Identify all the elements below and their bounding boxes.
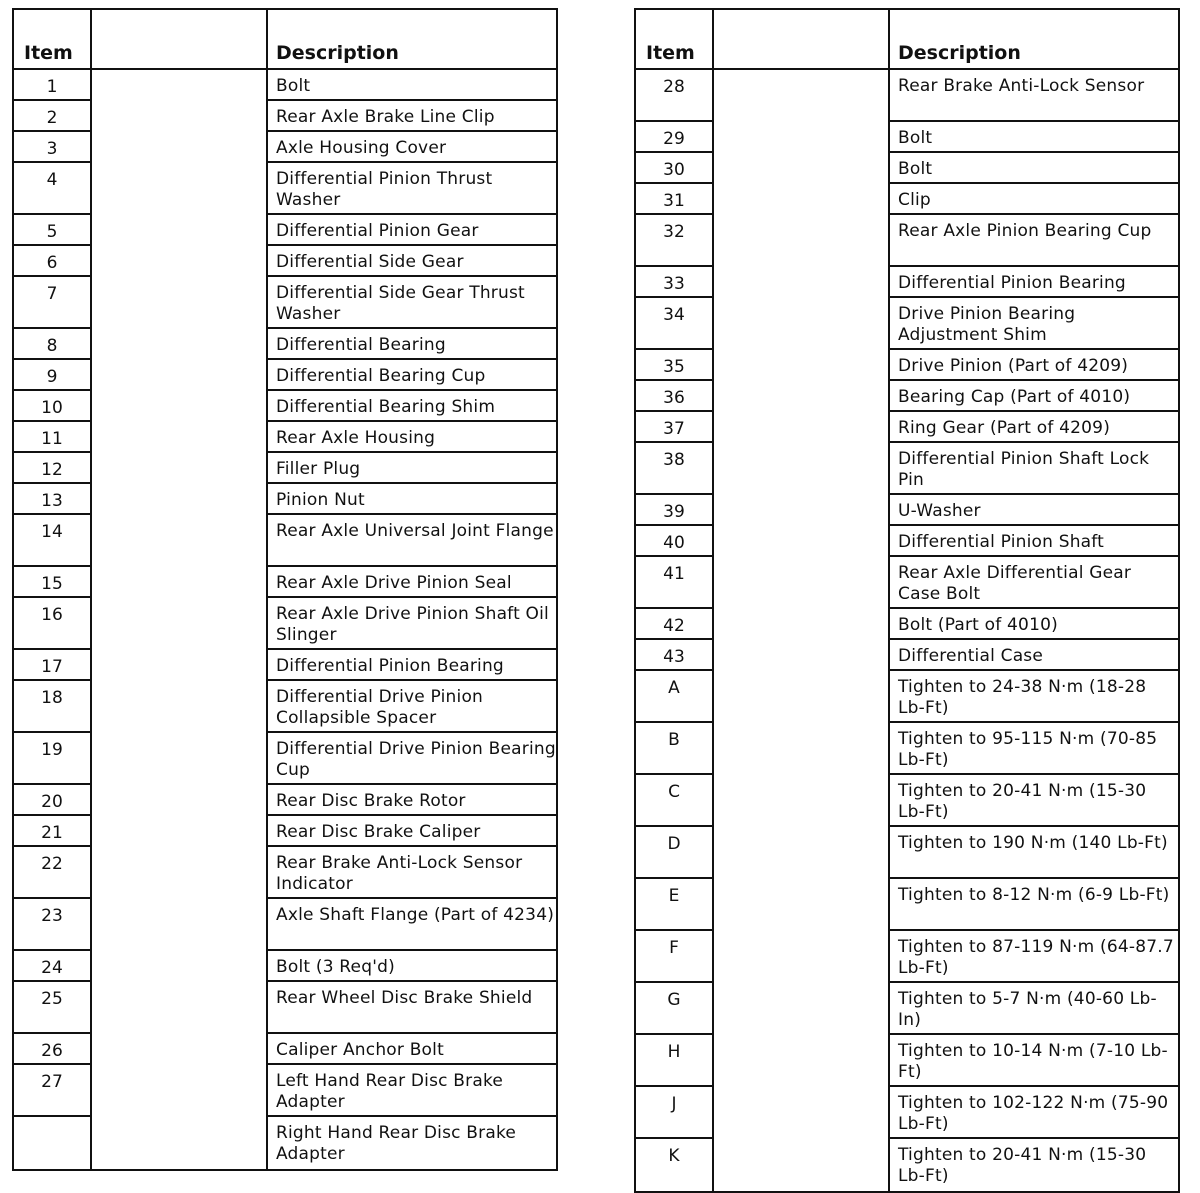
- item-number: 19: [14, 733, 90, 785]
- item-description: Differential Bearing Cup: [268, 360, 556, 391]
- table-row: [636, 609, 1178, 640]
- table-row: [14, 733, 556, 785]
- item-number: 25: [14, 982, 90, 1034]
- item-number: 23: [14, 899, 90, 951]
- item-number: 21: [14, 816, 90, 847]
- table-row: [14, 246, 556, 277]
- item-number: 34: [636, 298, 712, 350]
- table-row: [636, 723, 1178, 775]
- table-row: [636, 267, 1178, 298]
- item-description: Tighten to 24-38 N·m (18-28 Lb-Ft): [890, 671, 1178, 723]
- table-row: [636, 1139, 1178, 1191]
- item-description: Caliper Anchor Bolt: [268, 1034, 556, 1065]
- item-description: Rear Brake Anti-Lock Sensor: [890, 70, 1178, 122]
- item-description: Differential Pinion Bearing: [890, 267, 1178, 298]
- item-number: H: [636, 1035, 712, 1087]
- item-number: 4: [14, 163, 90, 215]
- table-row: [636, 1035, 1178, 1087]
- item-number: 3: [14, 132, 90, 163]
- item-description: Tighten to 95-115 N·m (70-85 Lb-Ft): [890, 723, 1178, 775]
- item-number: 13: [14, 484, 90, 515]
- table-row: [636, 412, 1178, 443]
- item-number: 42: [636, 609, 712, 640]
- item-number: 11: [14, 422, 90, 453]
- item-description: Differential Pinion Shaft: [890, 526, 1178, 557]
- item-description: Tighten to 20-41 N·m (15-30 Lb-Ft): [898, 1145, 1147, 1186]
- item-description: Bolt (Part of 4010): [890, 609, 1178, 640]
- item-number: B: [636, 723, 712, 775]
- table-row: [14, 1065, 556, 1117]
- item-description: Differential Bearing Shim: [268, 391, 556, 422]
- item-description: Rear Axle Brake Line Clip: [268, 101, 556, 132]
- item-number: 26: [14, 1034, 90, 1065]
- table-row: [14, 899, 556, 951]
- item-description: Rear Wheel Disc Brake Shield: [268, 982, 556, 1034]
- table-row: [636, 557, 1178, 609]
- item-description: Rear Brake Anti-Lock Sensor Indicator: [268, 847, 556, 899]
- item-number: 40: [636, 526, 712, 557]
- item-description: Tighten to 87-119 N·m (64-87.7 Lb-Ft): [890, 931, 1178, 983]
- item-description: Rear Axle Housing: [268, 422, 556, 453]
- item-description: Differential Side Gear: [268, 246, 556, 277]
- item-description: Clip: [890, 184, 1178, 215]
- table-row: [636, 1087, 1178, 1139]
- item-number: 8: [14, 329, 90, 360]
- item-number: 17: [14, 650, 90, 681]
- table-row: [14, 785, 556, 816]
- table-row: [14, 847, 556, 899]
- item-description: Pinion Nut: [268, 484, 556, 515]
- table-row: [14, 360, 556, 391]
- table-row: [636, 879, 1178, 931]
- item-description: Tighten to 8-12 N·m (6-9 Lb-Ft): [890, 879, 1178, 931]
- item-description: Rear Axle Drive Pinion Seal: [268, 567, 556, 598]
- item-number: 18: [14, 681, 90, 733]
- table-row: [14, 816, 556, 847]
- table-row: [636, 640, 1178, 671]
- table-row: [14, 951, 556, 982]
- table-row: [14, 163, 556, 215]
- item-number: 5: [14, 215, 90, 246]
- table-row: [636, 671, 1178, 723]
- table-row: [636, 184, 1178, 215]
- table-row: [14, 101, 556, 132]
- item-number: 37: [636, 412, 712, 443]
- item-number: 14: [14, 515, 90, 567]
- item-description: Differential Side Gear Thrust Washer: [268, 277, 556, 329]
- item-number: 32: [636, 215, 712, 267]
- table-row: [636, 298, 1178, 350]
- item-header: Item: [24, 42, 73, 64]
- item-description: Rear Axle Drive Pinion Shaft Oil Slinger: [268, 598, 556, 650]
- item-description: Axle Housing Cover: [268, 132, 556, 163]
- item-description: Differential Drive Pinion Collapsible Spacer: [268, 681, 556, 733]
- table-row: [14, 453, 556, 484]
- item-description: Rear Axle Universal Joint Flange: [268, 515, 556, 567]
- item-number: E: [636, 879, 712, 931]
- item-number: A: [636, 671, 712, 723]
- item-description: Differential Pinion Bearing: [268, 650, 556, 681]
- item-number: 6: [14, 246, 90, 277]
- item-description: Tighten to 20-41 N·m (15-30 Lb-Ft): [890, 775, 1178, 827]
- table-row: [636, 775, 1178, 827]
- item-description: Ring Gear (Part of 4209): [890, 412, 1178, 443]
- table-row: [636, 526, 1178, 557]
- item-description: Bolt: [890, 153, 1178, 184]
- item-number: F: [636, 931, 712, 983]
- item-description: Rear Axle Pinion Bearing Cup: [890, 215, 1178, 267]
- item-number: 20: [14, 785, 90, 816]
- item-number: 29: [636, 122, 712, 153]
- item-description: Bolt: [268, 70, 556, 101]
- table-row: [14, 1034, 556, 1065]
- item-description: Left Hand Rear Disc Brake Adapter: [268, 1065, 556, 1117]
- item-description: U-Washer: [890, 495, 1178, 526]
- item-description: Axle Shaft Flange (Part of 4234): [268, 899, 556, 951]
- description-header: Description: [898, 42, 1021, 64]
- table-row: [14, 567, 556, 598]
- item-number: 36: [636, 381, 712, 412]
- item-number: 38: [636, 443, 712, 495]
- table-row: [14, 422, 556, 453]
- table-body: [14, 70, 556, 1169]
- item-number: 9: [14, 360, 90, 391]
- item-description: Differential Case: [890, 640, 1178, 671]
- item-number: 30: [636, 153, 712, 184]
- table-row: [636, 70, 1178, 122]
- item-number: 16: [14, 598, 90, 650]
- item-number: J: [636, 1087, 712, 1139]
- table-row: [636, 122, 1178, 153]
- table-row: [14, 329, 556, 360]
- parts-table-right: [634, 8, 1180, 1193]
- item-description: Bearing Cap (Part of 4010): [890, 381, 1178, 412]
- item-description: Rear Disc Brake Rotor: [268, 785, 556, 816]
- item-description: Tighten to 102-122 N·m (75-90 Lb-Ft): [890, 1087, 1178, 1139]
- item-description: Drive Pinion (Part of 4209): [890, 350, 1178, 381]
- table-row: [636, 827, 1178, 879]
- table-row: [14, 484, 556, 515]
- item-number: [14, 1117, 90, 1169]
- item-description: Rear Disc Brake Caliper: [268, 816, 556, 847]
- table-row: [636, 495, 1178, 526]
- item-number: 15: [14, 567, 90, 598]
- table-row: [14, 650, 556, 681]
- item-number: 1: [14, 70, 90, 101]
- item-number: 2: [14, 101, 90, 132]
- item-description: Bolt (3 Req'd): [268, 951, 556, 982]
- parts-table-left: [12, 8, 558, 1171]
- table-row: [636, 215, 1178, 267]
- item-description: Tighten to 10-14 N·m (7-10 Lb-Ft): [890, 1035, 1178, 1087]
- item-description: Differential Pinion Thrust Washer: [268, 163, 556, 215]
- table-header: [636, 10, 1178, 70]
- table-row: [14, 277, 556, 329]
- table-row: [14, 515, 556, 567]
- item-number: D: [636, 827, 712, 879]
- item-description: Tighten to 5-7 N·m (40-60 Lb-In): [890, 983, 1178, 1035]
- item-number: C: [636, 775, 712, 827]
- item-number: 31: [636, 184, 712, 215]
- table-row: [636, 153, 1178, 184]
- item-description: Differential Pinion Gear: [268, 215, 556, 246]
- table-row: [14, 391, 556, 422]
- item-description: Rear Axle Differential Gear Case Bolt: [890, 557, 1178, 609]
- item-number: 39: [636, 495, 712, 526]
- item-number: K: [668, 1146, 680, 1166]
- item-header: Item: [646, 42, 695, 64]
- table-row: [14, 681, 556, 733]
- item-description: Filler Plug: [268, 453, 556, 484]
- table-row: [14, 1117, 556, 1169]
- item-number: 22: [14, 847, 90, 899]
- table-row: [636, 443, 1178, 495]
- table-row: [636, 381, 1178, 412]
- item-number: 33: [636, 267, 712, 298]
- table-row: [14, 982, 556, 1034]
- item-description: Tighten to 190 N·m (140 Lb-Ft): [890, 827, 1178, 879]
- table-header: [14, 10, 556, 70]
- item-description: Differential Pinion Shaft Lock Pin: [890, 443, 1178, 495]
- table-row: [14, 70, 556, 101]
- item-number: 28: [636, 70, 712, 122]
- table-body: [636, 70, 1178, 1191]
- item-description: Right Hand Rear Disc Brake Adapter: [276, 1123, 517, 1164]
- item-number: 12: [14, 453, 90, 484]
- table-row: [14, 215, 556, 246]
- item-number: G: [636, 983, 712, 1035]
- table-row: [636, 350, 1178, 381]
- item-number: 35: [636, 350, 712, 381]
- item-description: Bolt: [890, 122, 1178, 153]
- item-number: 27: [14, 1065, 90, 1117]
- item-number: 10: [14, 391, 90, 422]
- item-number: 24: [14, 951, 90, 982]
- table-row: [636, 931, 1178, 983]
- item-description: Drive Pinion Bearing Adjustment Shim: [890, 298, 1178, 350]
- item-number: 41: [636, 557, 712, 609]
- table-row: [14, 132, 556, 163]
- item-number: 7: [14, 277, 90, 329]
- table-row: [636, 983, 1178, 1035]
- item-description: Differential Bearing: [268, 329, 556, 360]
- item-description: Differential Drive Pinion Bearing Cup: [268, 733, 556, 785]
- item-number: 43: [636, 640, 712, 671]
- description-header: Description: [276, 42, 399, 64]
- table-row: [14, 598, 556, 650]
